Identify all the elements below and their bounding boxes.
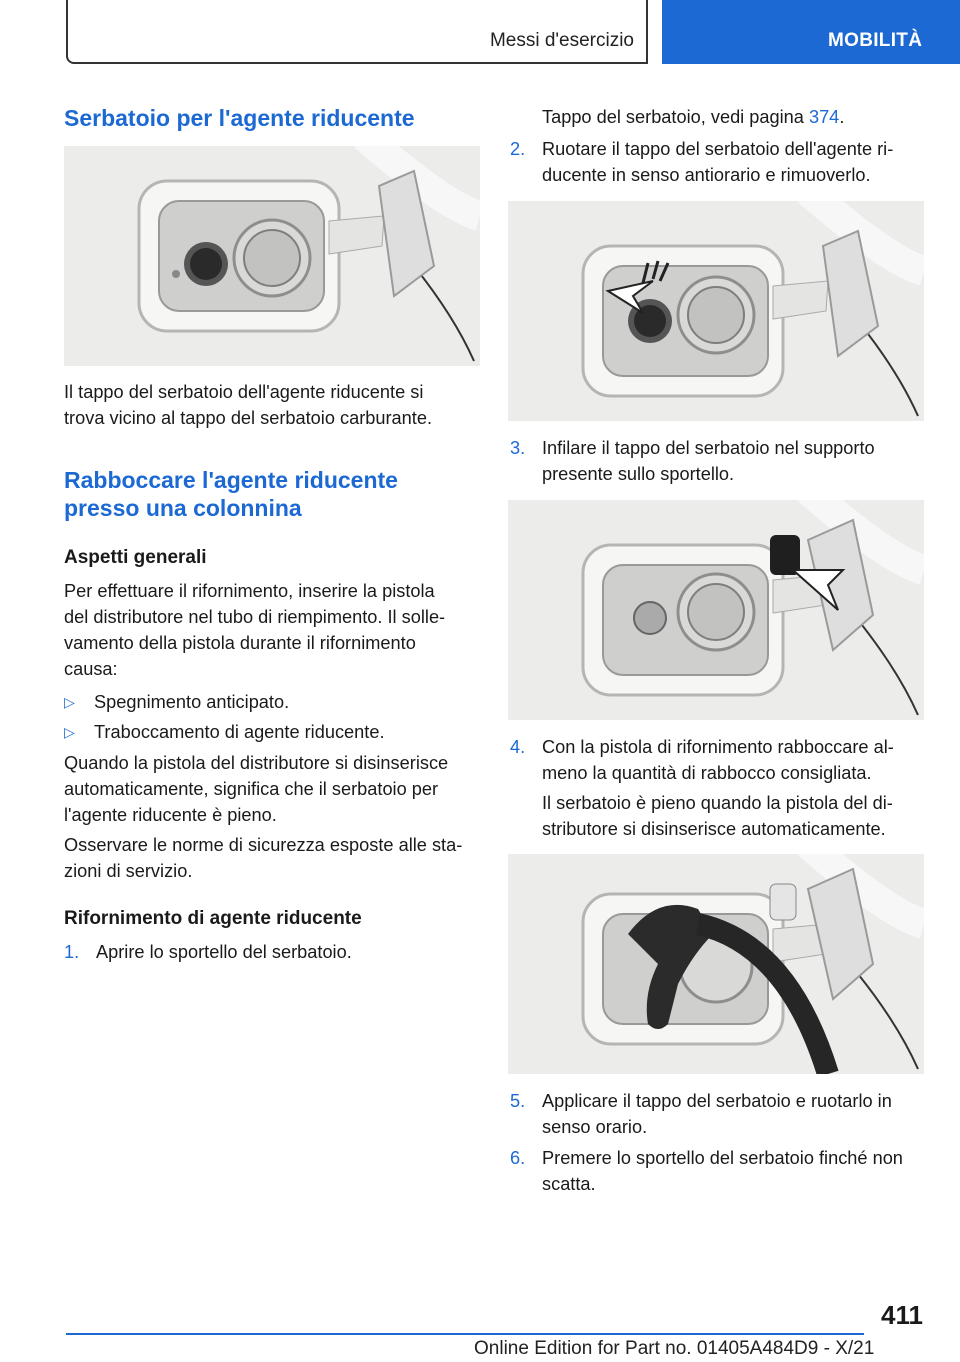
step-text-line: Applicare il tappo del serbatoio e ruotarlo in: [542, 1091, 892, 1111]
photo-tank-caps: [64, 146, 480, 366]
step-text-line: ducente in senso antiorario e rimuoverlo.: [542, 165, 871, 185]
step4-note-line: Il serbatoio è pieno quando la pistola del di‐: [542, 793, 893, 813]
para-tank-location-2: trova vicino al tappo del serbatoio carburante.: [64, 408, 433, 428]
step-item: [64, 939, 482, 965]
step-number: 6.: [510, 1148, 526, 1168]
bullet-text: Spegnimento anticipato.: [94, 692, 290, 712]
page-number: 411: [881, 1300, 923, 1330]
step-number: 5.: [510, 1091, 526, 1111]
chapter-tab-label: MOBILITÀ: [828, 30, 923, 51]
triangle-bullet-icon: ▷: [64, 694, 75, 710]
step-text-line: Ruotare il tappo del serbatoio dell'agente ri‐: [542, 139, 894, 159]
step-item: [510, 1145, 924, 1197]
para-safety-line: Osservare le norme di sicurezza esposte alle sta‐: [64, 835, 463, 855]
step-text-line: scatta.: [542, 1174, 596, 1194]
step4-note-line: stributore si disinserisce automaticamente.: [542, 819, 886, 839]
header-chapter-tab: [662, 0, 960, 64]
photo-refill-nozzle: [508, 854, 924, 1074]
para-general-line: causa:: [64, 659, 118, 679]
para-general-line: vamento della pistola durante il rifornimento: [64, 633, 416, 653]
step-item: [510, 1088, 924, 1140]
para-auto-shutoff-line: automaticamente, significa che il serbatoio per: [64, 779, 439, 799]
bullet-text: Traboccamento di agente riducente.: [94, 722, 385, 742]
header-section-box: [66, 0, 648, 64]
step-text-line: presente sullo sportello.: [542, 464, 735, 484]
step-number: 2.: [510, 139, 526, 159]
subheading-refilling: Rifornimento di agente riducente: [64, 908, 362, 929]
step-item: [510, 435, 924, 487]
heading-refill-station-1: Rabboccare l'agente riducente: [64, 467, 398, 493]
step-number: 1.: [64, 942, 80, 962]
heading-refill-station-2: presso una colonnina: [64, 495, 302, 521]
step-number: 3.: [510, 438, 526, 458]
para-safety-line: zioni di servizio.: [64, 861, 193, 881]
step1-cont-suffix: .: [839, 107, 845, 127]
step1-continuation: [542, 104, 844, 130]
page-reference-link[interactable]: 374: [808, 107, 840, 127]
step-number: 4.: [510, 737, 526, 757]
step-text-line: meno la quantità di rabbocco consigliata.: [542, 763, 872, 783]
step-text: Aprire lo sportello del serbatoio.: [96, 942, 352, 962]
photo-remove-cap: [508, 201, 924, 421]
para-general-line: Per effettuare il rifornimento, inserire la pistola: [64, 581, 435, 601]
para-auto-shutoff-line: l'agente riducente è pieno.: [64, 805, 277, 825]
list-item: [64, 719, 482, 745]
step-item: [510, 734, 924, 786]
list-item: [64, 689, 482, 715]
step-text-line: Premere lo sportello del serbatoio finché non: [542, 1148, 903, 1168]
step1-cont-prefix: Tappo del serbatoio, vedi pagina: [542, 107, 809, 127]
step-text-line: senso orario.: [542, 1117, 648, 1137]
heading-reductant-tank: Serbatoio per l'agente riducente: [64, 105, 415, 131]
footer-edition-text: Online Edition for Part no. 01405A484D9 - X/21: [474, 1338, 875, 1359]
para-tank-location-1: Il tappo del serbatoio dell'agente riducente si: [64, 382, 424, 402]
step-item: [510, 136, 924, 188]
header-section-title: Messi d'esercizio: [489, 30, 634, 51]
triangle-bullet-icon: ▷: [64, 724, 75, 740]
para-general-line: del distributore nel tubo di riempimento. Il solle‐: [64, 607, 446, 627]
photo-cap-in-holder: [508, 500, 924, 720]
footer-divider: [66, 1333, 864, 1335]
subheading-general: Aspetti generali: [64, 547, 207, 568]
step-text-line: Infilare il tappo del serbatoio nel supporto: [542, 438, 875, 458]
para-auto-shutoff-line: Quando la pistola del distributore si disinserisce: [64, 753, 449, 773]
step-text-line: Con la pistola di rifornimento rabboccare al‐: [542, 737, 894, 757]
